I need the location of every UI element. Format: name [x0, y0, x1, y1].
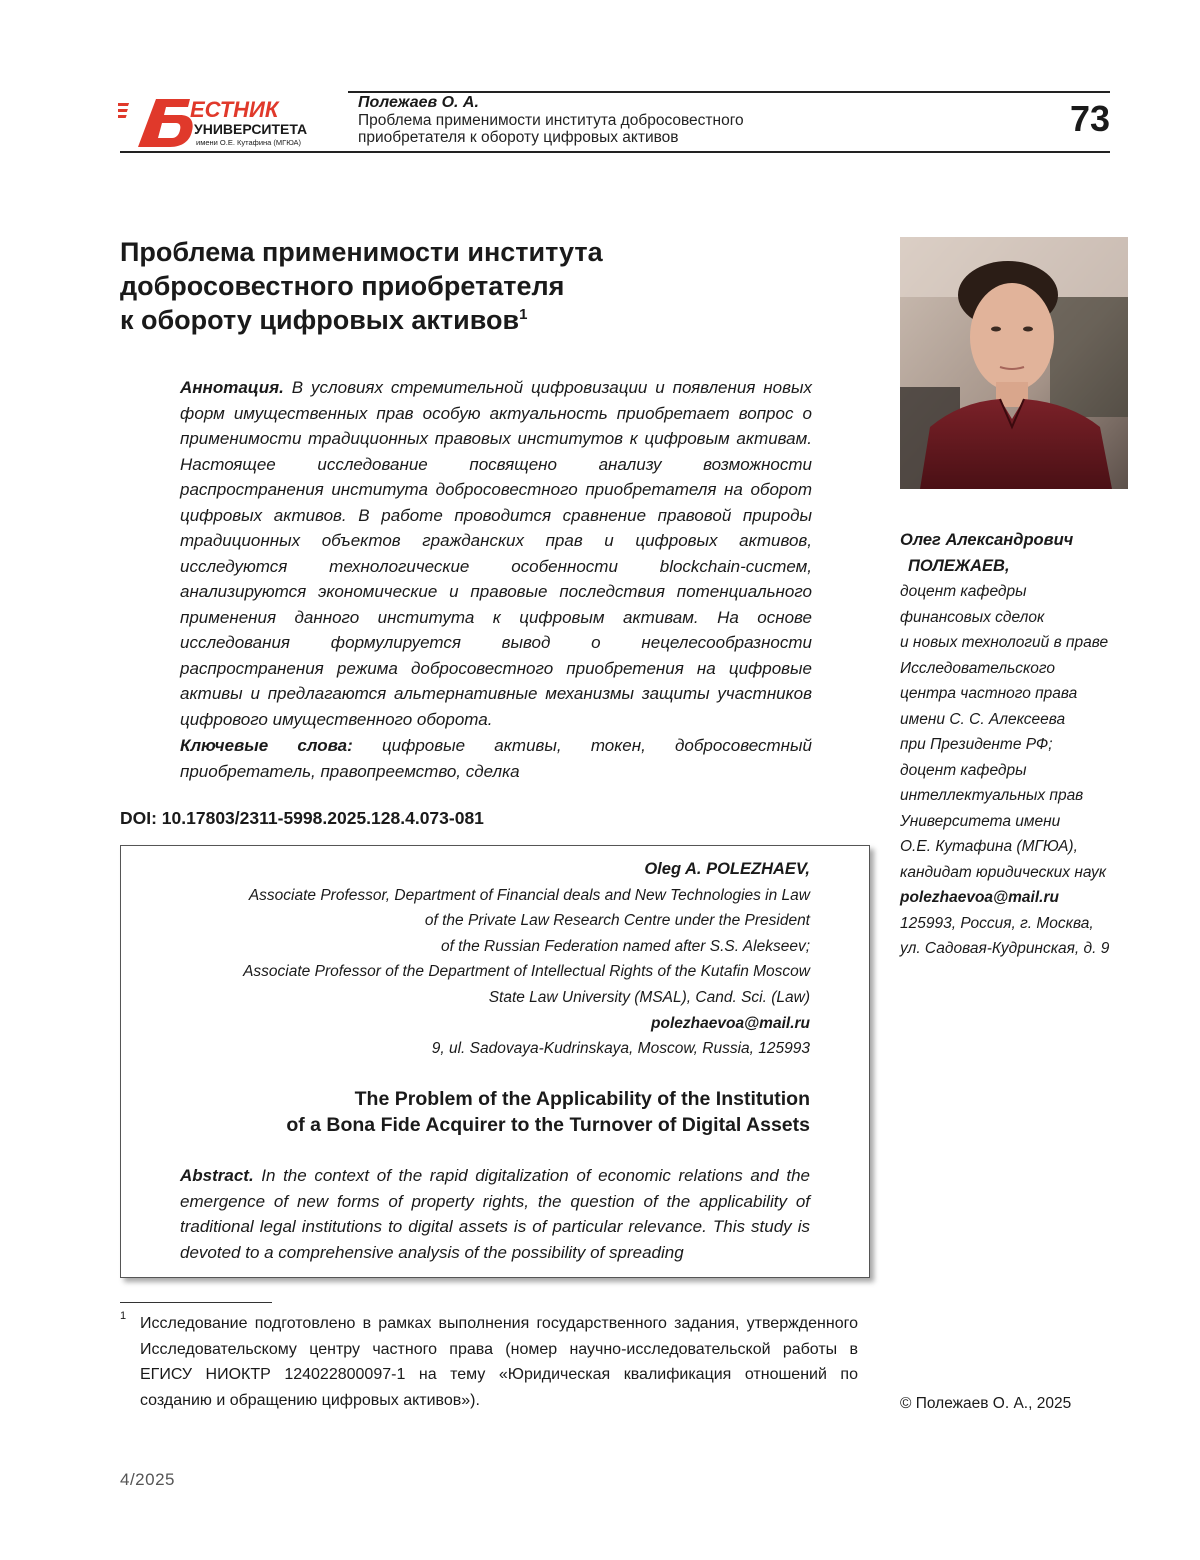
author-name-ru: Олег Александрович	[900, 531, 1074, 549]
affiliation-line-en: of the Russian Federation named after S.S. Alekseev;	[440, 937, 810, 955]
annotation-ru	[180, 375, 812, 732]
article-title-line: к обороту цифровых активов	[120, 305, 520, 335]
author-portrait	[900, 237, 1128, 489]
annotation-text: В условиях стремительной цифровизации и появления новых форм имущественных прав особую актуальность приобретает вопрос о применимости традиционных правовых институтов к цифровым активам. Настоящее исследование посвящено анализу возможности распространения института добросовестного приобретателя на оборот цифровых активов. В работе проводится сравнение правовой природы традиционных объектов гражданских прав и цифровых активов, исследуются технологические особенности blockchain-систем, анализируются экономические и правовые последствия потенциального применения данного института к цифровым активам. На основе исследования формулируется вывод о нецелесообразности распространения режима добросовестного приобретения на цифровые активы и предлагаются альтернативные механизмы защиты участников цифрового имущественного оборота.	[180, 378, 812, 729]
affiliation-line: кандидат юридических наук	[900, 863, 1107, 881]
keywords-ru	[180, 733, 812, 784]
english-title-line: The Problem of the Applicability of the Institution	[354, 1088, 810, 1110]
abstract-label: Abstract.	[180, 1166, 254, 1185]
author-email-ru[interactable]: polezhaevoa@mail.ru	[900, 889, 1059, 906]
address-line: 125993, Россия, г. Москва,	[900, 914, 1094, 932]
article-title-line: Проблема применимости института	[120, 237, 603, 267]
page-number: 73	[1069, 98, 1110, 139]
author-photo	[900, 237, 1128, 489]
footnote-marker: 1	[120, 1310, 127, 1322]
author-name-en: Oleg A. POLEZHAEV,	[644, 860, 810, 878]
affiliation-line: Университета имени	[900, 812, 1061, 830]
logo-subtitle: имени О.Е. Кутафина (МГЮА)	[196, 138, 302, 147]
affiliation-line-en: Associate Professor of the Department of Intellectual Rights of the Kutafin Moscow	[243, 963, 810, 981]
keywords-label: Ключевые слова:	[180, 736, 353, 755]
logo-word-vestnik: ЕСТНИК	[190, 97, 279, 122]
abstract-text: In the context of the rapid digitalization of economic relations and the emergence of new forms of property rights, the question of the applicability of traditional legal institutions to digital assets is of particular relevance. This study is devoted to a comprehensive analysis of the possibility of spreading	[180, 1166, 810, 1262]
author-surname-ru: ПОЛЕЖАЕВ,	[908, 556, 1010, 575]
affiliation-line: при Президенте РФ;	[900, 736, 1053, 753]
header-rule-bottom	[120, 151, 1110, 153]
author-info-en	[180, 857, 810, 1062]
address-en: 9, ul. Sadovaya-Kudrinskaya, Moscow, Russia, 125993	[431, 1040, 810, 1058]
affiliation-line: доцент кафедры	[900, 583, 1027, 600]
affiliation-line-en: of the Private Law Research Centre under the President	[424, 912, 810, 930]
affiliation-line: Исследовательского	[900, 659, 1056, 677]
author-info-ru	[900, 528, 1140, 962]
header-rule-top	[348, 91, 1110, 93]
running-author: Полежаев О. А.	[358, 94, 479, 111]
address-line: ул. Садовая-Кудринская, д. 9	[900, 940, 1110, 957]
english-title	[180, 1086, 810, 1138]
affiliation-line-en: State Law University (MSAL), Cand. Sci. (Law)	[488, 988, 810, 1006]
copyright: © Полежаев О. А., 2025	[900, 1395, 1072, 1412]
affiliation-line: интеллектуальных прав	[900, 787, 1084, 804]
affiliation-line: доцент кафедры	[900, 761, 1027, 779]
annotation-label: Аннотация.	[180, 378, 284, 397]
title-footnote-marker[interactable]: 1	[519, 306, 528, 323]
article-title	[120, 235, 820, 337]
english-abstract	[180, 1163, 810, 1265]
running-title-line: Проблема применимости института добросовестного	[358, 112, 744, 129]
affiliation-line-en: Associate Professor, Department of Financial deals and New Technologies in Law	[248, 886, 810, 904]
journal-logo-mark	[118, 95, 340, 153]
running-title-line: приобретателя к обороту цифровых активов	[358, 129, 679, 146]
keywords-text: цифровые активы, токен, добросовестный приобретатель, правопреемство, сделка	[180, 736, 813, 781]
doi[interactable]: DOI: 10.17803/2311-5998.2025.128.4.073-081	[120, 808, 484, 828]
article-title-line: добросовестного приобретателя	[120, 271, 565, 301]
affiliation-line: финансовых сделок	[900, 608, 1045, 626]
footnote-rule	[120, 1302, 272, 1303]
journal-logo	[118, 95, 340, 153]
affiliation-line: имени С. С. Алексеева	[900, 710, 1066, 728]
author-email-en[interactable]: polezhaevoa@mail.ru	[651, 1014, 810, 1032]
footnote-text: Исследование подготовлено в рамках выполнения государственного задания, утвержденного Исследовательскому центру частного права (номер научно-исследовательской работы в ЕГИСУ НИОКТР 124022800097-1 на тему «Юридическая квалификация отношений по созданию и обращению цифровых активов»).	[140, 1315, 858, 1409]
english-title-line: of a Bona Fide Acquirer to the Turnover of Digital Assets	[286, 1114, 810, 1136]
running-title	[358, 112, 918, 146]
affiliation-line: и новых технологий в праве	[900, 634, 1109, 651]
logo-word-university: УНИВЕРСИТЕТА	[194, 121, 308, 137]
issue-number: 4/2025	[120, 1470, 175, 1489]
affiliation-line: О.Е. Кутафина (МГЮА),	[900, 838, 1078, 855]
affiliation-line: центра частного права	[900, 685, 1078, 702]
